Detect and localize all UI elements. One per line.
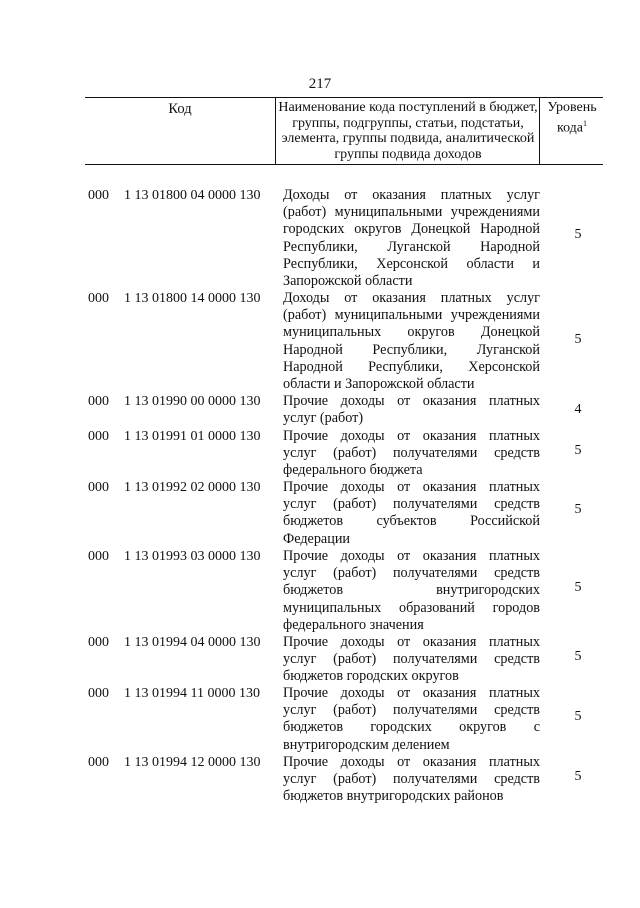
header-name: Наименование кода поступлений в бюджет, группы, подгруппы, статьи, подстатьи, элемента, группы подвида, аналитической группы подвида доходов [278, 100, 538, 162]
table-row [0, 187, 640, 290]
budget-code: 1 13 01800 14 0000 130 [124, 291, 261, 306]
header-code: Код [168, 101, 192, 117]
admin-code: 000 [88, 755, 109, 770]
code-level: 5 [574, 580, 582, 595]
header-level [541, 100, 603, 137]
code-name: Прочие доходы от оказания платных услуг (работ) получателями средств бюджетов внутригородских муниципальных образований городов федерального значения [283, 548, 540, 633]
header-level-label: Уровень кода [547, 100, 597, 136]
page-number: 217 [308, 76, 332, 92]
code-level: 5 [574, 443, 582, 458]
code-name: Прочие доходы от оказания платных услуг (работ) [283, 393, 540, 427]
code-name: Прочие доходы от оказания платных услуг (работ) получателями средств бюджетов субъектов Российской Федерации [283, 479, 540, 547]
code-level: 5 [574, 502, 582, 517]
code-level: 5 [574, 649, 582, 664]
code-level: 5 [574, 769, 582, 784]
table-row [0, 393, 640, 428]
code-name: Прочие доходы от оказания платных услуг (работ) получателями средств бюджетов городских округов [283, 634, 540, 685]
revenue-code-list [0, 187, 640, 806]
code-level: 5 [574, 332, 582, 347]
header-divider [539, 98, 540, 164]
admin-code: 000 [88, 188, 109, 203]
admin-code: 000 [88, 480, 109, 495]
table-row [0, 685, 640, 754]
table-row [0, 428, 640, 479]
code-name: Прочие доходы от оказания платных услуг (работ) получателями средств бюджетов внутригородских районов [283, 754, 540, 805]
code-level: 5 [574, 227, 582, 242]
budget-code: 1 13 01993 03 0000 130 [124, 549, 261, 564]
code-name: Прочие доходы от оказания платных услуг (работ) получателями средств федерального бюджета [283, 428, 540, 479]
code-level: 5 [574, 709, 582, 724]
code-name: Прочие доходы от оказания платных услуг (работ) получателями средств бюджетов городских округов с внутригородским делением [283, 685, 540, 753]
table-row [0, 290, 640, 393]
budget-code: 1 13 01800 04 0000 130 [124, 188, 261, 203]
admin-code: 000 [88, 394, 109, 409]
admin-code: 000 [88, 549, 109, 564]
table-row [0, 479, 640, 548]
admin-code: 000 [88, 635, 109, 650]
admin-code: 000 [88, 429, 109, 444]
code-name: Доходы от оказания платных услуг (работ) муниципальными учреждениями городских округов Донецкой Народной Республики, Луганской Народной Республики, Херсонской области и Запорожской области [283, 187, 540, 290]
budget-code: 1 13 01994 12 0000 130 [124, 755, 261, 770]
admin-code: 000 [88, 686, 109, 701]
table-row [0, 634, 640, 685]
budget-code: 1 13 01992 02 0000 130 [124, 480, 261, 495]
admin-code: 000 [88, 291, 109, 306]
budget-code: 1 13 01990 00 0000 130 [124, 394, 261, 409]
code-name: Доходы от оказания платных услуг (работ) муниципальными учреждениями муниципальных округов Донецкой Народной Республики, Луганской Народной Республики, Херсонской области и Запорожской области [283, 290, 540, 393]
header-divider [275, 98, 276, 164]
budget-code: 1 13 01994 04 0000 130 [124, 635, 261, 650]
budget-code: 1 13 01994 11 0000 130 [124, 686, 260, 701]
table-row [0, 548, 640, 634]
budget-code: 1 13 01991 01 0000 130 [124, 429, 261, 444]
code-level: 4 [574, 402, 582, 417]
footnote-mark: 1 [583, 119, 588, 128]
table-row [0, 754, 640, 806]
table-header [85, 97, 603, 165]
